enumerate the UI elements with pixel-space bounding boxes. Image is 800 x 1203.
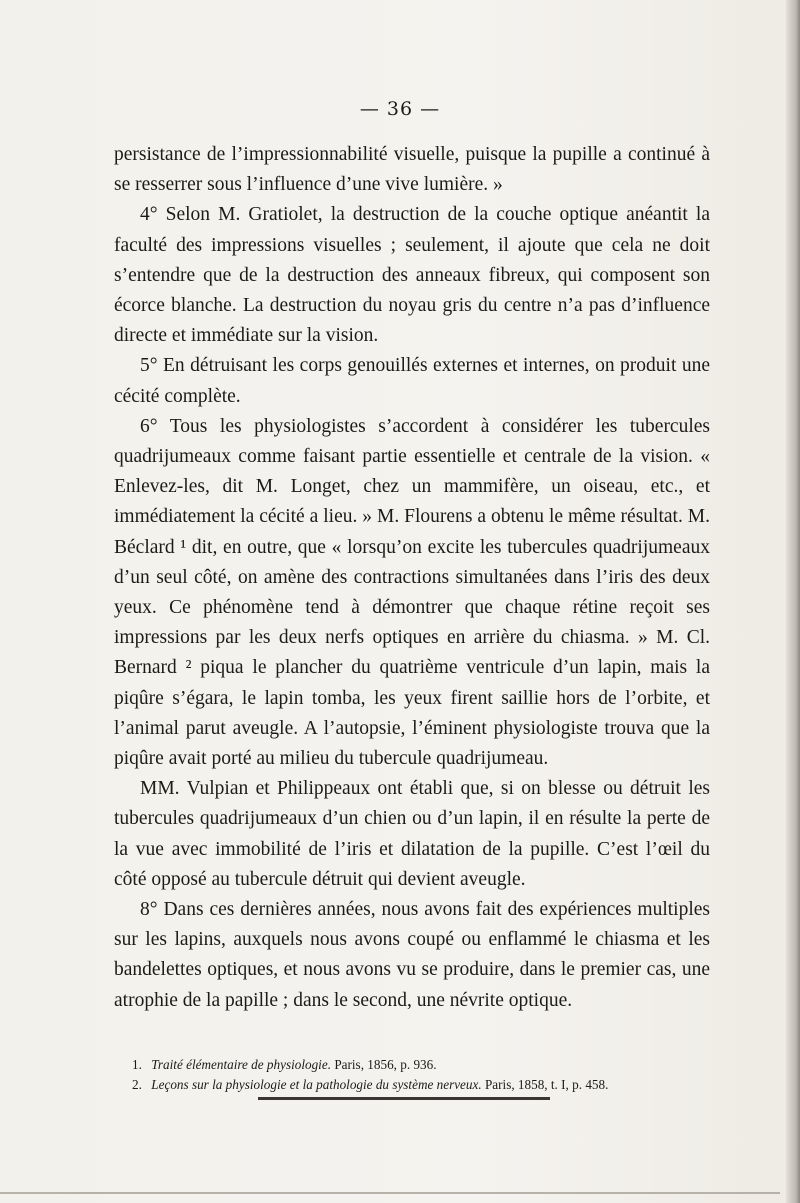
body-text — [114, 140, 710, 1016]
paragraph: persistance de l’impressionnabilité visuelle, puisque la pupille a continué à se resserrer sous l’influence d’une vive lumière. » — [114, 144, 710, 196]
footnote-title: Leçons sur la physiologie et la pathologie du système nerveux. — [151, 1077, 482, 1092]
footnotes — [114, 1055, 734, 1095]
paragraph: 4° Selon M. Gratiolet, la destruction de la couche optique anéantit la faculté des impressions visuelles ; seulement, il ajoute que cela ne doit s’entendre que de la destruction des anneaux fibreux, qui composent son écorce blanche. La destruction du noyau gris du centre n’a pas d’influence directe et immédiate sur la vision. — [114, 204, 710, 347]
page-bottom-line — [0, 1192, 780, 1194]
page-number: — 36 — — [359, 98, 441, 120]
footnote-number: 1. — [132, 1057, 142, 1072]
paragraph: 8° Dans ces dernières années, nous avons fait des expériences multiples sur les lapins, auxquels nous avons coupé ou enflammé le chiasma et les bandelettes optiques, et nous avons vu se produire, dans le premier cas, une atrophie de la papille ; dans le second, une névrite optique. — [114, 899, 710, 1011]
paragraph: MM. Vulpian et Philippeaux ont établi que, si on blesse ou détruit les tubercules quadrijumeaux d’un chien ou d’un lapin, il en résulte la perte de la vue avec immobilité de l’iris et dilatation de la pupille. C’est l’œil du côté opposé au tubercule détruit qui devient aveugle. — [114, 778, 710, 890]
footnote-rule — [258, 1097, 550, 1100]
footnote — [114, 1055, 734, 1075]
footnote — [114, 1075, 734, 1095]
paragraph: 5° En détruisant les corps genouillés externes et internes, on produit une cécité complète. — [114, 355, 710, 407]
footnote-title: Traité élémentaire de physiologie. — [151, 1057, 332, 1072]
footnote-details: Paris, 1856, p. 936. — [331, 1057, 437, 1072]
paragraph: 6° Tous les physiologistes s’accordent à considérer les tubercules quadrijumeaux comme faisant partie essentielle et centrale de la vision. « Enlevez-les, dit M. Longet, chez un mammifère, un oiseau, etc., et immédiatement la cécité a lieu. » M. Flourens a obtenu le même résultat. M. Béclard ¹ dit, en outre, que « lorsqu’on excite les tubercules quadrijumeaux d’un seul côté, on amène des contractions simultanées dans l’iris des deux yeux. Ce phénomène tend à démontrer que chaque rétine reçoit ses impressions par les deux nerfs optiques en arrière du chiasma. » M. Cl. Bernard ² piqua le plancher du quatrième ventricule d’un lapin, mais la piqûre s’égara, le lapin tomba, les yeux firent saillie hors de l’orbite, et l’animal parut aveugle. A l’autopsie, l’éminent physiologiste trouva que la piqûre avait porté au milieu du tubercule quadrijumeau. — [114, 415, 710, 770]
footnote-details: Paris, 1858, t. I, p. 458. — [481, 1077, 609, 1092]
footnote-number: 2. — [132, 1077, 142, 1092]
page-edge — [786, 0, 800, 1203]
